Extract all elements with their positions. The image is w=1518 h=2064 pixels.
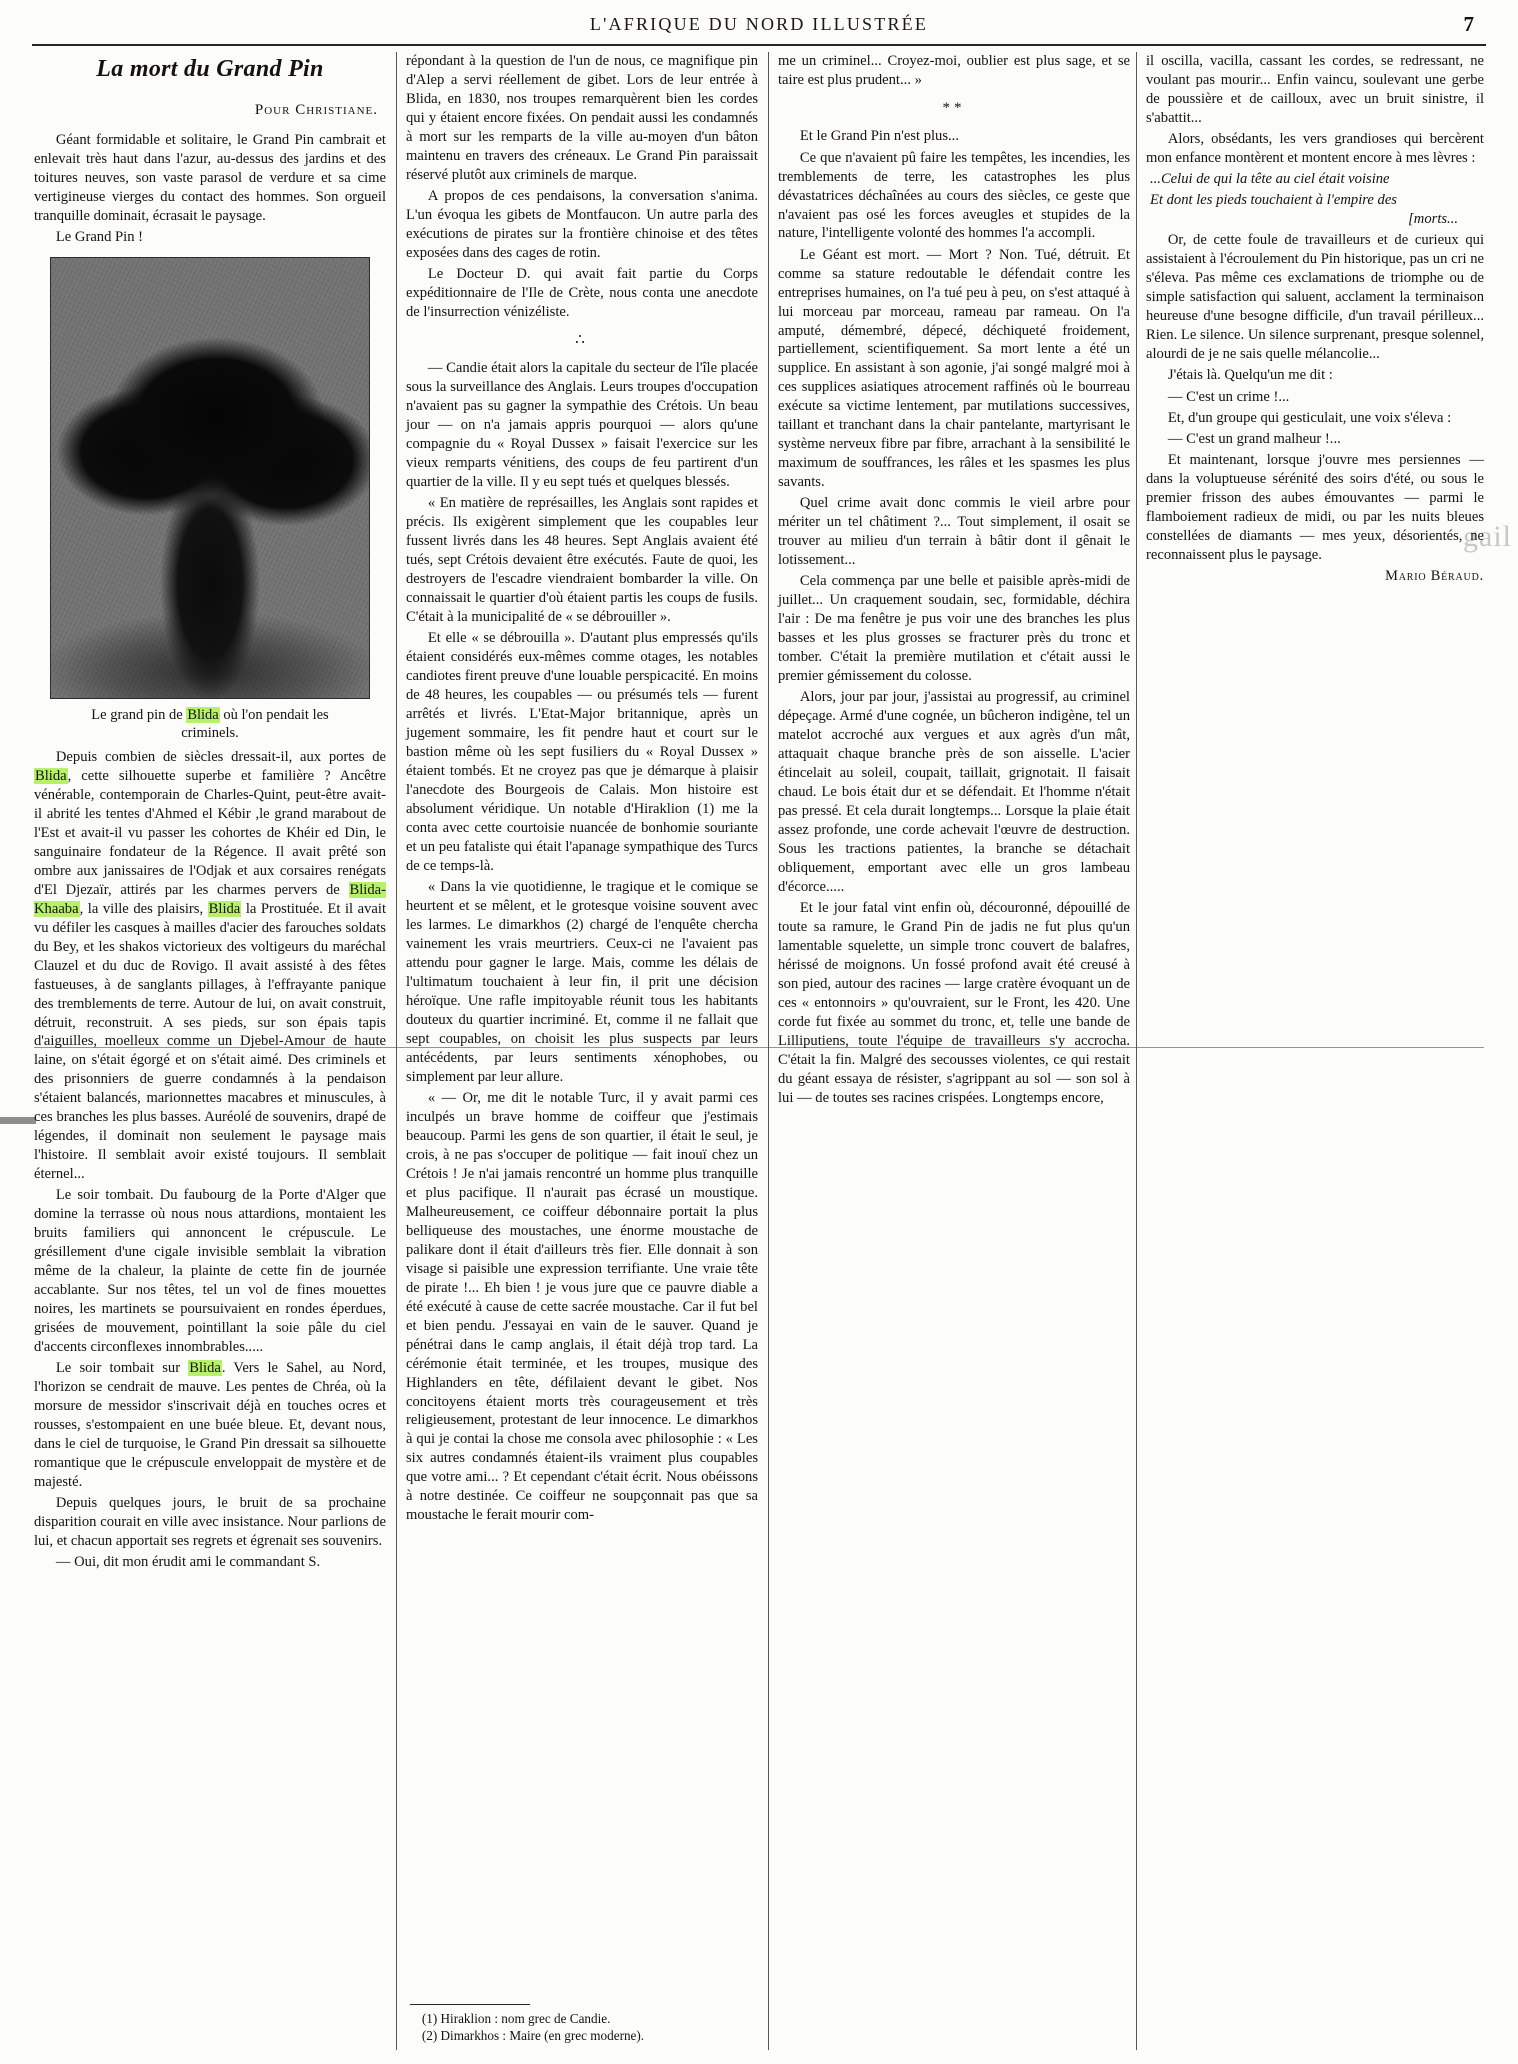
author-signature: Mario Béraud. (1385, 568, 1484, 585)
article-dedication: Pour Christiane. (254, 102, 378, 119)
paragraph: « — Or, me dit le notable Turc, il y avait parmi ces inculpés un brave homme de coiffeur que j'estimais beaucoup. Parmi les gens de son quartier, il était le seul, je crois, à ne pas s'occuper de politique — fait inouï chez un Crétois ! Je n'ai jamais rencontré un homme plus tranquille et plus pacifique. Il n'aurait pas écrasé un moustique. Malheureusement, ce coiffeur débonnaire portait la plus belliqueuse des moustaches, une énorme moustache de palikare dont il était d'ailleurs très fier. Elle donnait à son visage si paisible une expression terrifiante. Une vraie tête de pirate !... Eh bien ! je vous jure que ce pauvre diable a été exécuté à cause de cette sacrée moustache. Car il fut bel et bien pendu. J'essayai en vain de le sauver. Quand je pénétrai dans le camp anglais, il était déjà trop tard. La cérémonie était terminée, et les troupes, musique des Highlanders en tête, défilaient devant le gibet. Nos concitoyens étaient morts très courageusement et très religieusement, protestant de leur innocence. Le dimarkhos à qui je contai la chose me consola avec philosophie : « Les six autres condamnés étaient-ils vraiment plus coupables que votre ami... ? Et cependant c'était écrit. Nous obéissons à notre destinée. Ce coiffeur ne soupçonnait pas que sa moustache le ferait mourir com- (406, 1090, 758, 1524)
paragraph (34, 748, 386, 1184)
caption-text-after: où l'on pendait les (219, 706, 329, 723)
paragraph (34, 1359, 386, 1492)
caption-text-before: Le grand pin de (91, 706, 187, 723)
verse-line-1: ...Celui de qui la tête au ciel était voisine (1150, 171, 1390, 188)
paragraph: il oscilla, vacilla, cassant les cordes, se redressant, ne voulant pas mourir... Enfin vaincu, soulevant une gerbe de poussière et de cailloux, avec un bruit sinistre, il s'abattit... (1146, 53, 1484, 126)
text-run: Le soir tombait sur (55, 1360, 189, 1377)
paragraph: Ce que n'avaient pû faire les tempêtes, les incendies, les tremblements de terre, les catastrophes les plus dévastatrices déchaînées au cours des siècles, ce geste que n'avaient pas osé les forces aveugles et stupides de la nature, l'intelligente volonté des hommes l'a accompli. (778, 149, 1130, 242)
column-divider-3 (1136, 52, 1137, 2050)
text-run: la Prostituée. Et il avait vu défiler les casques à mailles d'acier des farouches soldats du Bey, et les shakos victorieux des voltigeurs du maréchal Clauzel et du duc de Rovigo. Il avait assisté à des fêtes fastueuses, à de sanglants pillages, à l'effrayante panique des tremblements de terre. Autour de lui, on avait construit, détruit, reconstruit. A ses pieds, sur son épais tapis d'aiguilles, moelleux comme un Djebel-Amour de haute laine, on s'était égorgé et on s'était aimé. Des criminels et des prisonniers de guerre condamnés à la pendaison s'étaient balancés, marionnettes macabres et minuscules, à ces branches les plus basses. Auréolé de souvenirs, drapé de légendes, il dominait non seulement le paysage mais l'histoire. Il semblait avoir existé toujours. Il semblait éternel... (34, 900, 386, 1183)
paragraph: me un criminel... Croyez-moi, oublier est plus sage, et se taire est plus prudent... » (778, 53, 1130, 88)
page-number: 7 (1463, 12, 1474, 36)
text-run: . Vers le Sahel, au Nord, l'horizon se cendrait de mauve. Les pentes de Chréa, où la morsure de messidor s'inscrivait déjà en touches ocres et rousses, s'estompaient en une buée bleue. Et, devant nous, dans le ciel de turquoise, le Grand Pin dressait sa silhouette romantique que le crépuscule enveloppait de mystère et de majesté. (34, 1360, 386, 1491)
running-head: L'AFRIQUE DU NORD ILLUSTRÉE (589, 14, 929, 34)
article-columns (34, 52, 1484, 2050)
paragraph: Le soir tombait. Du faubourg de la Porte d'Alger que domine la terrasse où nous nous attardions, montaient les bruits familiers qui annoncent le crépuscule. Le grésillement d'une cigale invisible semblait la vibration même de la chaleur, la plainte de cette fin de journée accablante. Sur nos têtes, tel un vol de fines mouettes noires, les martinets se poursuivaient en rondes éperdues, grisées de mouvement, pointillant la soie pâle du ciel d'accents circonflexes innombrables..... (34, 1187, 386, 1356)
paragraph: Le Géant est mort. — Mort ? Non. Tué, détruit. Et comme sa stature redoutable le défendait contre les entreprises humaines, on l'a tué peu à peu, on s'est attaqué à lui morceau par morceau, rameau par rameau. On l'a amputé, démembré, dépecé, déchiqueté froidement, partiellement, scientifiquement. Sa mort lente a été un supplice. En assistant à son agonie, j'ai songé malgré moi à ces supplices asiatiques atrocement raffinés où le bourreau exécute sa victime lentement, par mutilations successives, taillant et tranchant dans la chair pantelante, martyrisant le système nerveux fibre par fibre, arrachant à la sensibilité le maximum de souffrances, les râles et les spasmes les plus savants. (778, 246, 1130, 491)
column-3 (778, 52, 1130, 2050)
footnote-1: (1) Hiraklion : nom grec de Candie. (421, 2010, 611, 2026)
column-2 (406, 52, 758, 2050)
paragraph: Or, de cette foule de travailleurs et de curieux qui assistaient à l'écroulement du Pin historique, pas un cri ne s'éleva. Pas même ces exclamations de triomphe ou de simple satisfaction qui saluent, acclament la terminaison heureuse d'une besogne difficile, d'un travail périlleux... Rien. Le silence. Un silence surprenant, presque solennel, alourdi de je ne sais quelle mélancolie... (1146, 232, 1484, 363)
paragraph: Et elle « se débrouilla ». D'autant plus empressés qu'ils étaient considérés eux-mêmes comme otages, les notables candiotes firent preuve d'une louable perspicacité. En moins de 48 heures, les coupables — ou présumés tels — furent arrêtés et livrés. L'Etat-Major britannique, après un jugement sommaire, les fit pendre haut et court sur le bastion même où les sept fusiliers du « Royal Dussex » étaient tombés. Et ne croyez pas que je démarque à plaisir l'anecdote des Bourgeois de Calais. Mon histoire est absolument véridique. Un notable d'Hiraklion (1) me la conta avec cette courtoisie nuancée de bonhomie souriante et un peu fataliste qui était l'apanage sympathique des Turcs de ce temps-là. (406, 630, 758, 874)
caption-highlight: Blida (187, 706, 219, 723)
paragraph: Alors, obsédants, les vers grandioses qui bercèrent mon enfance montèrent et montent encore à mes lèvres : (1146, 131, 1484, 167)
text-run: , la ville des plaisirs, (79, 900, 208, 917)
caption-line-2: criminels. (181, 724, 239, 741)
paragraph: Et, d'un groupe qui gesticulait, une voix s'éleva : (1167, 409, 1452, 426)
highlight-blida-2: Blida (208, 900, 241, 917)
paragraph: — Candie était alors la capitale du secteur de l'île placée sous la surveillance des Anglais. Leurs troupes d'occupation n'avaient pas su gagner la sympathie des Crétois. Un beau jour — on n'a jamais appris pourquoi — alors qu'une compagnie du « Royal Dussex » faisait l'exercice sur les vieux remparts vénitiens, des coups de feu partirent d'un quartier de la ville. Il y eu sept tués et quelques blessés. (406, 360, 758, 491)
paragraph: Le Docteur D. qui avait fait partie du Corps expéditionnaire de l'Ile de Crète, nous conta une anecdote de l'insurrection vénizéliste. (406, 266, 758, 320)
paragraph: répondant à la question de l'un de nous, ce magnifique pin d'Alep a servi réellement de gibet. Lors de leur entrée à Blida, en 1830, nos troupes remarquèrent bien les cordes qui y étaient encore fixées. On pendait aussi les condamnés à mort sur les remparts de la ville au-moyen d'un bâton maintenu en travers des créneaux. Le Grand Pin paraissait réservé plutôt aux criminels de marque. (406, 53, 758, 183)
highlight-blida: Blida (35, 767, 67, 784)
scanner-watermark: gail (1463, 520, 1512, 553)
paragraph: « Dans la vie quotidienne, le tragique et le comique se heurtent et se mêlent, et le grotesque voisine souvent avec les larmes. Le dimarkhos (2) chargé de l'enquête chercha vainement les vrais meurtriers. Ceux-ci ne l'avaient pas attendu pour gagner le large. Mais, comme les délais de l'ultimatum touchaient à leur fin, il prit une décision héroïque. Une rafle impitoyable réunit tous les habitants douteux du quartier incriminé. Et, comme il ne fallait que sept coupables, on choisit les plus suspects par leurs antécédents, par leurs sentiments xénophobes, ou simplement par leur allure. (406, 879, 758, 1085)
paragraph: « En matière de représailles, les Anglais sont rapides et précis. Ils exigèrent simplement que les coupables leur fussent livrés dans les 48 heures. Sept Anglais avaient été tués, sept Crétois devaient être exécutés. Faute de quoi, les destroyers de l'escadre viendraient bombarder la ville. On connaissait le quartier d'où étaient partis les coups de fusils. C'était à la municipalité de « se débrouiller ». (406, 495, 758, 626)
footnote-2: (2) Dimarkhos : Maire (en grec moderne). (421, 2027, 645, 2043)
header-rule (32, 44, 1486, 46)
paragraph: Et le Grand Pin n'est plus... (799, 128, 959, 145)
paragraph: Depuis quelques jours, le bruit de sa prochaine disparition courait en ville avec insistance. Nour parlions de lui, et chacun apportait ses regrets et égrenait ses souvenirs. (34, 1495, 386, 1550)
section-ornament: ∴ (575, 331, 589, 348)
column-divider-2 (768, 52, 769, 2050)
paragraph: — C'est un crime !... (1167, 388, 1290, 405)
paragraph: Et maintenant, lorsque j'ouvre mes persiennes — dans la voluptueuse sérénité des soirs d'été, ou sous le premier frisson des aubes émouvantes — parmi le flamboiement radieux de midi, ou par les nuits bleues constellées de diamants — mes yeux, désorientés, ne reconnaissent plus le paysage. (1146, 452, 1484, 563)
text-run: , cette silhouette superbe et familière ? Ancêtre vénérable, contemporain de Charles-Quint, peut-être avait-il abrité les tentes d'Ahmed el Kébir ,le grand marabout de l'Est et avait-il vu passer les cohortes de Khéir ed Din, le sanguinaire fondateur de la Régence. Il avait prêté son ombre aux janissaires de l'Odjak et aux corsaires renégats d'El Djezaïr, attirés par les charmes pervers de (34, 767, 386, 898)
column-4 (1146, 52, 1484, 2050)
paragraph: Et le jour fatal vint enfin où, découronné, dépouillé de toute sa ramure, le Grand Pin de jadis ne fut plus qu'un lamentable squelette, un simple tronc couvert de balafres, hérissé de moignons. Un fossé profond avait été creusé à son pied, autour des racines — large cratère évoquant un de ces « entonnoirs » qu'ouvraient, sur le Front, les 420. Une corde fut fixée au sommet du tronc, et, telle une bande de Lilliputiens, toute l'équipe de travailleurs s'y accrocha. C'était la fin. Malgré des secousses violentes, ce qui restait du géant essaya de résister, s'agrippant au sol — son sol à lui — de toutes ses racines crispées. Longtemps encore, (778, 900, 1130, 1106)
text-run: Depuis combien de siècles dressait-il, aux portes de (55, 748, 386, 765)
paragraph: Quel crime avait donc commis le vieil arbre pour mériter un tel châtiment ?... Tout simplement, il osait se trouver au milieu d'un terrain à bâtir dont il gênait le lotissement... (778, 495, 1130, 569)
column-divider-1 (396, 52, 397, 2050)
figure-caption (34, 706, 386, 742)
article-title: La mort du Grand Pin (96, 56, 324, 82)
column-1 (34, 52, 386, 2050)
paragraph: A propos de ces pendaisons, la conversation s'anima. L'un évoqua les gibets de Montfaucon. Un autre parla des exécutions de pirates sur la frontière chinoise et des têtes exposées dans des cages de rotin. (406, 187, 758, 261)
highlight-blida-3: Blida (189, 1360, 221, 1377)
highlight-blida-khaaba: Blida-Khaaba (34, 881, 386, 917)
scan-artifact-mark (0, 1117, 36, 1124)
paragraph: J'étais là. Quelqu'un me dit : (1167, 367, 1333, 384)
paragraph: Cela commença par une belle et paisible après-midi de juillet... Un craquement soudain, sec, formidable, déchira l'air : De ma fenêtre je pus voir une des branches les plus basses et les plus grosses se fracturer près du tronc et tomber. C'était la première mutilation et c'était aussi le premier gémissement du colosse. (778, 573, 1130, 685)
figure (34, 257, 386, 742)
paragraph: Alors, jour par jour, j'assistai au progressif, au criminel dépeçage. Armé d'une cognée, un bûcheron indigène, tel un matelot accroché aux vergues et aux agrès d'un mât, attaquait chaque branche près de son aisselle. L'acier étincelait au soleil, coupait, taillait, grignotait. Il faisait chaud. Le bois était dur et se défendait. Et l'homme n'était pas pressé. Et cela durait longtemps... Lorsque la plaie était assez profonde, une corde achevait l'œuvre de destruction. Sous les tractions patientes, la branche se détachait obliquement, emportant avec elle un gros lambeau d'écorce..... (778, 689, 1130, 896)
paragraph: — C'est un grand malheur !... (1167, 430, 1341, 447)
section-ornament: ** (942, 99, 966, 116)
pine-tree-photo (50, 257, 370, 699)
paragraph: Le Grand Pin ! (55, 228, 144, 245)
paragraph: Géant formidable et solitaire, le Grand Pin cambrait et enlevait très haut dans l'azur, au-dessus des jardins et des toitures neuves, son vaste parasol de verdure et sa cime vertigineuse vierges du contact des hommes. Son orgueil tranquille dominait, écrasait le paysage. (34, 131, 386, 224)
verse-turnover: [morts... (1408, 211, 1458, 228)
footnotes (406, 2004, 758, 2044)
footnote-rule (410, 2004, 530, 2005)
verse-text: Et dont les pieds touchaient à l'empire des (1150, 192, 1397, 209)
verse-line-2 (1150, 191, 1484, 229)
paragraph: — Oui, dit mon érudit ami le commandant S. (55, 1554, 321, 1571)
